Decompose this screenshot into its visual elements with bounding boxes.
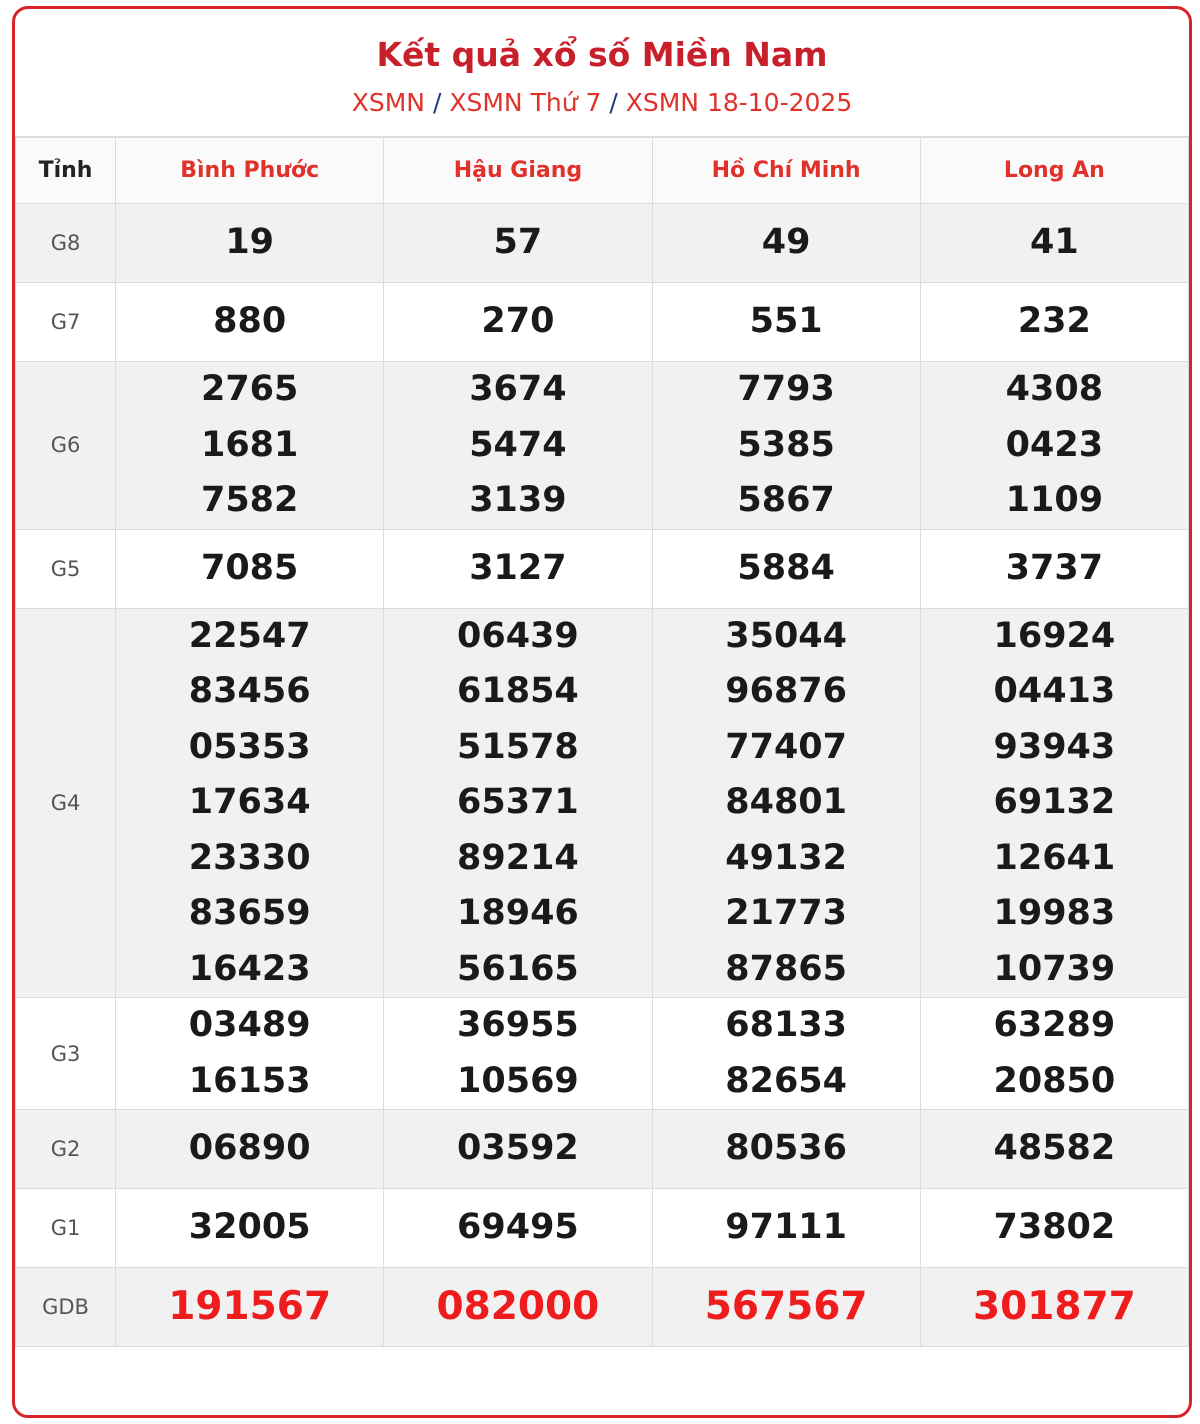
province-header[interactable]: Hậu Giang: [384, 138, 652, 204]
prize-cell: [116, 529, 384, 608]
prize-cell: [116, 204, 384, 283]
prize-number: 7582: [200, 480, 299, 520]
prize-number: 16924: [993, 615, 1116, 656]
prize-cell: [920, 529, 1188, 608]
prize-cell: [116, 998, 384, 1110]
prize-label: G4: [16, 608, 116, 998]
prize-number: 191567: [168, 1284, 332, 1330]
prize-number: 21773: [725, 893, 847, 933]
prize-number: 69132: [993, 782, 1116, 822]
prize-number: 5884: [737, 547, 835, 588]
prize-number: 5867: [737, 480, 835, 520]
prize-number: 49132: [725, 837, 847, 878]
results-table: [15, 137, 1189, 1347]
prize-number: 51578: [457, 726, 579, 767]
breadcrumb-xsmn[interactable]: XSMN: [351, 88, 426, 117]
table-row: [16, 1268, 1189, 1347]
prize-number: 880: [213, 301, 287, 342]
prize-number: 5474: [469, 424, 567, 465]
prize-number: 84801: [725, 782, 847, 822]
prize-number: 96876: [725, 671, 847, 711]
breadcrumb-separator: /: [432, 88, 442, 117]
breadcrumb: [15, 87, 1189, 119]
table-row: [16, 362, 1189, 530]
results-body: [16, 204, 1189, 1347]
prize-number: 082000: [436, 1284, 600, 1330]
prize-number: 57: [493, 222, 543, 263]
prize-cell: [384, 1110, 652, 1189]
prize-number: 301877: [972, 1284, 1136, 1330]
prize-cell: [384, 608, 652, 998]
prize-number: 61854: [457, 671, 579, 711]
prize-number: 16153: [188, 1060, 311, 1101]
prize-cell: [116, 362, 384, 530]
prize-cell: [652, 608, 920, 998]
prize-number: 48582: [993, 1128, 1116, 1169]
results-card: [12, 6, 1192, 1418]
prize-cell: [652, 283, 920, 362]
prize-label: GDB: [16, 1268, 116, 1347]
prize-number: 270: [481, 301, 555, 342]
prize-number: 32005: [188, 1207, 311, 1248]
prize-number: 12641: [993, 837, 1116, 878]
prize-number: 03489: [188, 1005, 311, 1045]
prize-label: G7: [16, 283, 116, 362]
table-row: [16, 1189, 1189, 1268]
prize-cell: [384, 1268, 652, 1347]
prize-number: 16423: [188, 948, 311, 989]
breadcrumb-separator: /: [609, 88, 618, 117]
prize-number: 0423: [1005, 424, 1104, 465]
prize-number: 06890: [188, 1128, 311, 1169]
prize-number: 10569: [457, 1060, 579, 1101]
prize-number: 3674: [469, 369, 567, 409]
province-header[interactable]: Bình Phước: [116, 138, 384, 204]
prize-number: 3139: [469, 480, 567, 520]
prize-number: 551: [749, 301, 823, 342]
results-header: [15, 9, 1189, 137]
prize-number: 567567: [704, 1284, 868, 1330]
table-row: [16, 1110, 1189, 1189]
prize-number: 05353: [188, 726, 311, 767]
prize-number: 87865: [725, 948, 847, 989]
prize-cell: [652, 1110, 920, 1189]
prize-cell: [652, 1268, 920, 1347]
province-header[interactable]: Long An: [920, 138, 1188, 204]
prize-label: G3: [16, 998, 116, 1110]
prize-label: G5: [16, 529, 116, 608]
prize-label: G1: [16, 1189, 116, 1268]
prize-number: 83456: [188, 671, 311, 711]
prize-cell: [116, 1189, 384, 1268]
prize-cell: [920, 608, 1188, 998]
prize-cell: [652, 529, 920, 608]
prize-label: G6: [16, 362, 116, 530]
prize-cell: [920, 283, 1188, 362]
table-row: [16, 529, 1189, 608]
prize-number: 06439: [457, 615, 579, 656]
prize-number: 1109: [1005, 480, 1104, 520]
prize-cell: [920, 362, 1188, 530]
prize-cell: [384, 283, 652, 362]
prize-cell: [920, 1110, 1188, 1189]
prize-number: 2765: [200, 369, 299, 409]
prize-cell: [652, 1189, 920, 1268]
prize-number: 69495: [457, 1207, 579, 1248]
prize-cell: [920, 1268, 1188, 1347]
table-header-row: [16, 138, 1189, 204]
prize-number: 35044: [725, 615, 847, 656]
prize-cell: [116, 283, 384, 362]
prize-cell: [384, 998, 652, 1110]
prize-cell: [384, 362, 652, 530]
prize-number: 19983: [993, 893, 1116, 933]
prize-number: 93943: [993, 726, 1116, 767]
prize-number: 82654: [725, 1060, 847, 1101]
prize-number: 63289: [993, 1005, 1116, 1045]
prize-number: 7793: [737, 369, 835, 409]
prize-cell: [116, 608, 384, 998]
prize-cell: [384, 204, 652, 283]
breadcrumb-xsmn-date[interactable]: XSMN 18-10-2025: [625, 88, 853, 117]
prize-number: 03592: [457, 1128, 579, 1169]
prize-number: 3127: [469, 547, 567, 588]
prize-number: 68133: [725, 1005, 847, 1045]
table-row: [16, 998, 1189, 1110]
prize-cell: [116, 1110, 384, 1189]
prize-number: 232: [1017, 301, 1091, 342]
table-row: [16, 608, 1189, 998]
prize-cell: [920, 204, 1188, 283]
prize-label: G8: [16, 204, 116, 283]
prize-number: 23330: [188, 837, 311, 878]
prize-number: 4308: [1005, 369, 1104, 409]
prize-number: 20850: [993, 1060, 1116, 1101]
prize-number: 3737: [1005, 547, 1104, 588]
prize-number: 97111: [725, 1207, 847, 1248]
prize-number: 18946: [457, 893, 579, 933]
table-row: [16, 283, 1189, 362]
page-title: Kết quả xổ số Miền Nam: [376, 35, 828, 74]
prize-number: 1681: [200, 424, 299, 465]
prize-cell: [384, 529, 652, 608]
prize-number: 89214: [457, 837, 579, 878]
breadcrumb-xsmn-thu7[interactable]: XSMN Thứ 7: [449, 88, 602, 117]
prize-cell: [652, 362, 920, 530]
prize-number: 36955: [457, 1005, 579, 1045]
prize-number: 22547: [188, 615, 311, 656]
prize-number: 65371: [457, 782, 579, 822]
prize-number: 80536: [725, 1128, 847, 1169]
prize-label: G2: [16, 1110, 116, 1189]
prize-cell: [920, 1189, 1188, 1268]
prize-number: 49: [761, 222, 811, 263]
prize-number: 04413: [993, 671, 1116, 711]
prize-number: 83659: [188, 893, 311, 933]
prize-number: 73802: [993, 1207, 1116, 1248]
province-header[interactable]: Hồ Chí Minh: [652, 138, 920, 204]
prize-cell: [920, 998, 1188, 1110]
prize-number: 77407: [725, 726, 847, 767]
prize-number: 56165: [457, 948, 579, 989]
prize-cell: [652, 998, 920, 1110]
prize-number: 5385: [737, 424, 835, 465]
province-label-header: Tỉnh: [16, 138, 116, 204]
prize-number: 10739: [993, 948, 1116, 989]
prize-number: 17634: [188, 782, 311, 822]
table-row: [16, 204, 1189, 283]
prize-number: 19: [225, 222, 275, 263]
prize-cell: [652, 204, 920, 283]
prize-number: 7085: [200, 547, 299, 588]
prize-number: 41: [1030, 222, 1079, 263]
prize-cell: [384, 1189, 652, 1268]
prize-cell: [116, 1268, 384, 1347]
